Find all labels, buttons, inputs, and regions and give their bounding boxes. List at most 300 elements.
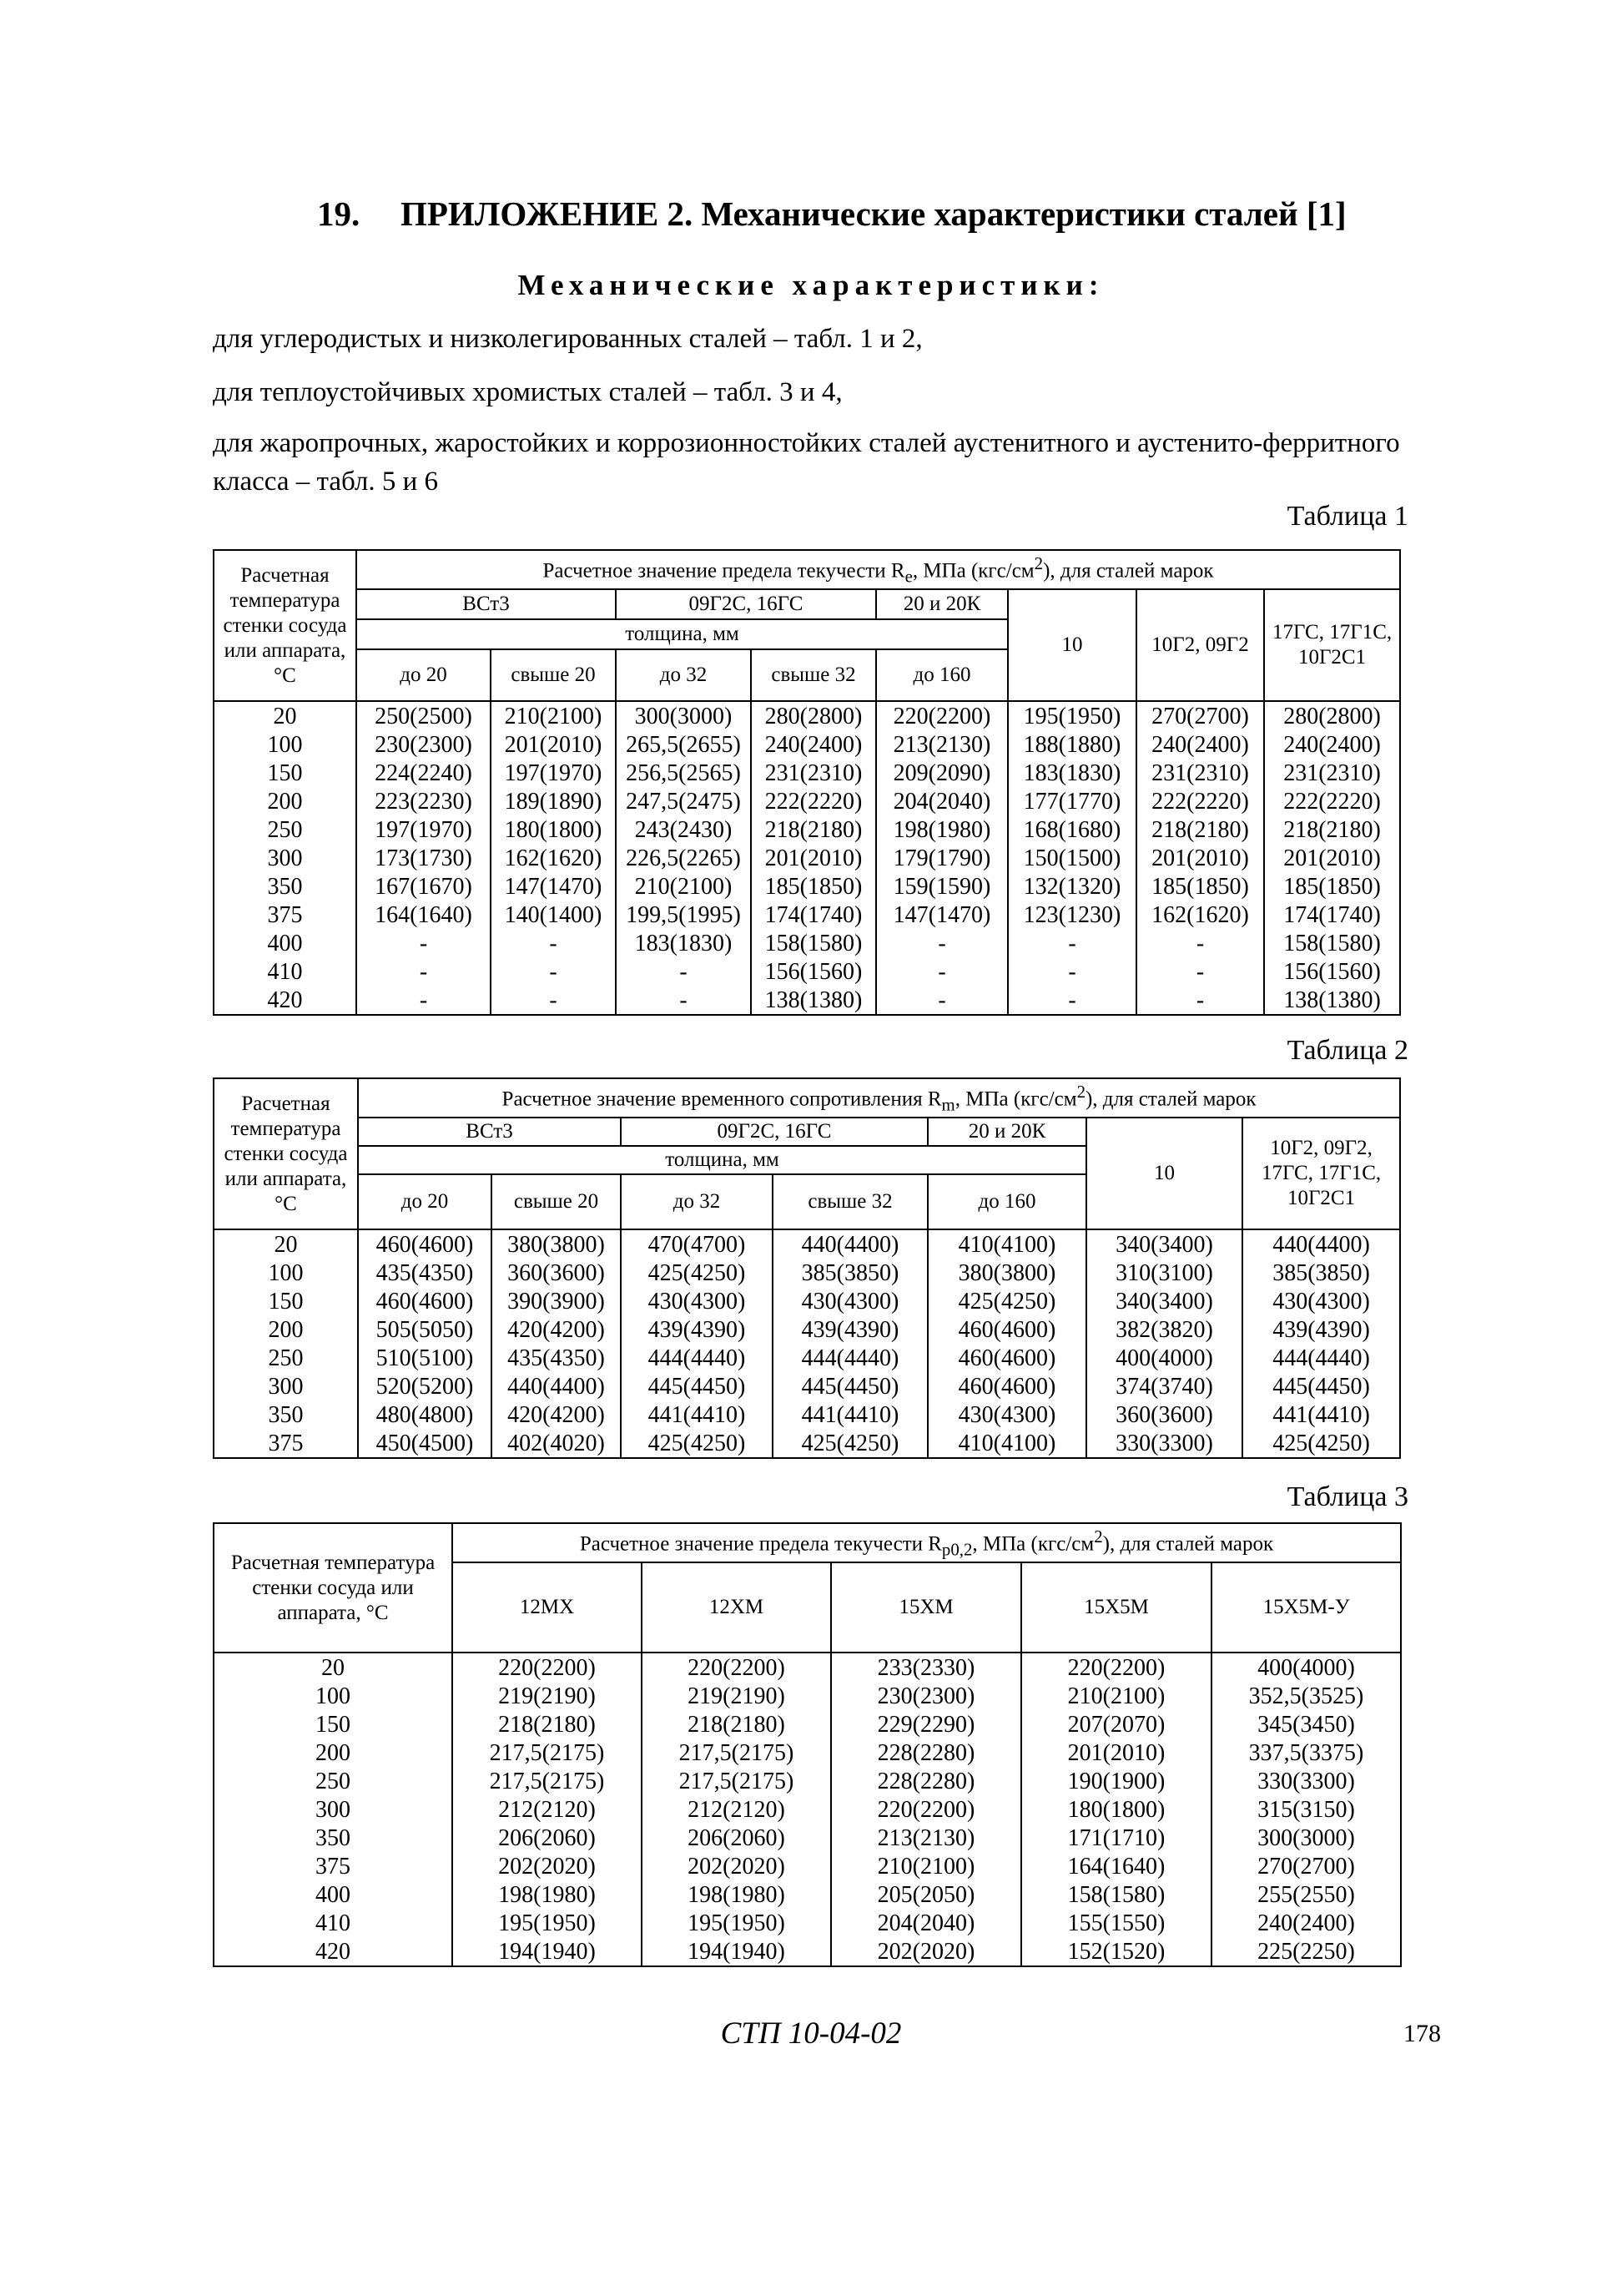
table-row [214, 815, 1400, 844]
temperature-cell: 400 [214, 929, 356, 957]
value-cell: 222(2220) [1136, 787, 1264, 815]
value-cell: 444(4440) [621, 1344, 773, 1372]
value-cell: 210(2100) [1021, 1682, 1211, 1710]
value-cell: 430(4300) [773, 1287, 928, 1315]
value-cell: 195(1950) [1008, 701, 1136, 730]
value-cell: 345(3450) [1211, 1710, 1401, 1738]
table-title: Расчетное значение предела текучести $R_{p0,2}$, МПа $(кгс/см^2)$, для сталей марок [452, 1523, 1401, 1562]
value-cell: 201(2010) [751, 844, 876, 872]
value-cell: 250(2500) [356, 701, 491, 730]
value-cell: 435(4350) [491, 1344, 621, 1372]
value-cell: 224(2240) [356, 759, 491, 787]
subheading: Механические характеристики: [517, 269, 1105, 301]
value-cell: 204(2040) [876, 787, 1008, 815]
value-cell: 220(2200) [876, 701, 1008, 730]
thickness-header: толщина, мм [356, 619, 1008, 649]
value-cell: 315(3150) [1211, 1795, 1401, 1824]
value-cell: - [876, 929, 1008, 957]
value-cell: 256,5(2565) [616, 759, 751, 787]
grade-header: 10Г2, 09Г2, 17ГС, 17Г1С, 10Г2С1 [1242, 1118, 1400, 1229]
temperature-cell: 100 [214, 730, 356, 759]
table-row [214, 1400, 1400, 1429]
table-row [214, 1880, 1401, 1909]
grade-header: ВСт3 [358, 1118, 621, 1146]
value-cell: 440(4400) [1242, 1229, 1400, 1259]
thickness-range: до 32 [616, 649, 751, 701]
value-cell: 177(1770) [1008, 787, 1136, 815]
value-cell: 450(4500) [358, 1429, 491, 1458]
value-cell: 173(1730) [356, 844, 491, 872]
value-cell: - [356, 986, 491, 1015]
temperature-cell: 350 [214, 1824, 452, 1852]
value-cell: 147(1470) [491, 872, 616, 901]
value-cell: 218(2180) [1264, 815, 1400, 844]
value-cell: 198(1980) [642, 1880, 831, 1909]
temperature-cell: 150 [214, 759, 356, 787]
temperature-cell: 20 [214, 1653, 452, 1682]
grade-header: 15ХМ [831, 1562, 1021, 1653]
value-cell: 300(3000) [616, 701, 751, 730]
value-cell: - [876, 957, 1008, 986]
value-cell: 220(2200) [1021, 1653, 1211, 1682]
temperature-cell: 350 [214, 1400, 358, 1429]
table-row [214, 1909, 1401, 1937]
value-cell: 226,5(2265) [616, 844, 751, 872]
value-cell: 460(4600) [358, 1229, 491, 1259]
temperature-cell: 250 [214, 815, 356, 844]
table-row [214, 1315, 1400, 1344]
value-cell: 205(2050) [831, 1880, 1021, 1909]
value-cell: 228(2280) [831, 1738, 1021, 1767]
value-cell: 210(2100) [831, 1852, 1021, 1880]
value-cell: 228(2280) [831, 1767, 1021, 1795]
value-cell: 460(4600) [358, 1287, 491, 1315]
value-cell: 374(3740) [1086, 1372, 1242, 1400]
value-cell: - [356, 957, 491, 986]
table-row [214, 929, 1400, 957]
value-cell: 270(2700) [1136, 701, 1264, 730]
value-cell: 445(4450) [621, 1372, 773, 1400]
value-cell: 164(1640) [1021, 1852, 1211, 1880]
value-cell: 280(2800) [751, 701, 876, 730]
temperature-cell: 375 [214, 901, 356, 929]
value-cell: 390(3900) [491, 1287, 621, 1315]
value-cell: 520(5200) [358, 1372, 491, 1400]
thickness-range: до 32 [621, 1174, 773, 1229]
value-cell: 206(2060) [452, 1824, 642, 1852]
value-cell: 179(1790) [876, 844, 1008, 872]
row-header: Расчетная температура стенки сосуда или аппарата, °С [214, 550, 356, 701]
temperature-cell: 410 [214, 957, 356, 986]
value-cell: 198(1980) [452, 1880, 642, 1909]
value-cell: 140(1400) [491, 901, 616, 929]
grade-header: 10 [1086, 1118, 1242, 1229]
table-caption: Таблица 3 [1287, 1481, 1408, 1512]
value-cell: 330(3300) [1086, 1429, 1242, 1458]
value-cell: 158(1580) [751, 929, 876, 957]
value-cell: 185(1850) [751, 872, 876, 901]
value-cell: 188(1880) [1008, 730, 1136, 759]
value-cell: - [491, 986, 616, 1015]
temperature-cell: 200 [214, 787, 356, 815]
value-cell: 410(4100) [928, 1229, 1086, 1259]
value-cell: 510(5100) [358, 1344, 491, 1372]
table-row [214, 901, 1400, 929]
intro-paragraph: для углеродистых и низколегированных сталей – табл. 1 и 2, [213, 324, 923, 354]
row-header: Расчетная температура стенки сосуда или аппарата, °С [214, 1078, 358, 1229]
value-cell: 441(4410) [773, 1400, 928, 1429]
value-cell: 162(1620) [491, 844, 616, 872]
value-cell: 167(1670) [356, 872, 491, 901]
value-cell: 300(3000) [1211, 1824, 1401, 1852]
value-cell: 197(1970) [491, 759, 616, 787]
value-cell: 217,5(2175) [452, 1767, 642, 1795]
thickness-header: толщина, мм [358, 1146, 1086, 1174]
value-cell: 201(2010) [1264, 844, 1400, 872]
value-cell: 382(3820) [1086, 1315, 1242, 1344]
table-row [214, 1372, 1400, 1400]
value-cell: 190(1900) [1021, 1767, 1211, 1795]
value-cell: 480(4800) [358, 1400, 491, 1429]
value-cell: 460(4600) [928, 1315, 1086, 1344]
grade-header: 09Г2С, 16ГС [616, 589, 876, 619]
value-cell: 164(1640) [356, 901, 491, 929]
value-cell: 430(4300) [1242, 1287, 1400, 1315]
table-row [214, 759, 1400, 787]
value-cell: 217,5(2175) [642, 1767, 831, 1795]
page-title [317, 194, 1485, 234]
value-cell: 138(1380) [751, 986, 876, 1015]
value-cell: 132(1320) [1008, 872, 1136, 901]
value-cell: 158(1580) [1264, 929, 1400, 957]
thickness-range: до 20 [356, 649, 491, 701]
value-cell: - [491, 957, 616, 986]
intro-paragraph: для жаропрочных, жаростойких и коррозионностойких сталей аустенитного и аустенито-ферритного класса – табл. 5 и 6 [213, 428, 1400, 497]
section-title: ПРИЛОЖЕНИЕ 2. Механические характеристики сталей [1] [400, 194, 1347, 233]
value-cell: 180(1800) [1021, 1795, 1211, 1824]
value-cell: 222(2220) [1264, 787, 1400, 815]
value-cell: 195(1950) [452, 1909, 642, 1937]
value-cell: 441(4410) [621, 1400, 773, 1429]
grade-header: 15Х5М-У [1211, 1562, 1401, 1653]
value-cell: 420(4200) [491, 1315, 621, 1344]
value-cell: 155(1550) [1021, 1909, 1211, 1937]
value-cell: 218(2180) [642, 1710, 831, 1738]
table-row [214, 872, 1400, 901]
value-cell: 199,5(1995) [616, 901, 751, 929]
value-cell: 159(1590) [876, 872, 1008, 901]
value-cell: 202(2020) [642, 1852, 831, 1880]
value-cell: 240(2400) [1211, 1909, 1401, 1937]
value-cell: 183(1830) [616, 929, 751, 957]
yield-strength-table [213, 549, 1401, 1016]
section-number: 19. [317, 194, 360, 233]
value-cell: 183(1830) [1008, 759, 1136, 787]
value-cell: 385(3850) [773, 1259, 928, 1287]
value-cell: 400(4000) [1211, 1653, 1401, 1682]
temperature-cell: 350 [214, 872, 356, 901]
grade-header: ВСт3 [356, 589, 616, 619]
table-row [214, 1767, 1401, 1795]
value-cell: 439(4390) [773, 1315, 928, 1344]
value-cell: 231(2310) [1136, 759, 1264, 787]
value-cell: 207(2070) [1021, 1710, 1211, 1738]
value-cell: 240(2400) [751, 730, 876, 759]
value-cell: 240(2400) [1264, 730, 1400, 759]
temperature-cell: 420 [214, 1937, 452, 1966]
grade-header: 10Г2, 09Г2 [1136, 589, 1264, 701]
value-cell: 380(3800) [491, 1229, 621, 1259]
thickness-range: свыше 32 [773, 1174, 928, 1229]
table-row [214, 1653, 1401, 1682]
value-cell: 201(2010) [1021, 1738, 1211, 1767]
value-cell: 402(4020) [491, 1429, 621, 1458]
table-row [214, 787, 1400, 815]
value-cell: 229(2290) [831, 1710, 1021, 1738]
value-cell: 194(1940) [452, 1937, 642, 1966]
value-cell: 425(4250) [621, 1429, 773, 1458]
table-caption: Таблица 1 [1287, 501, 1408, 532]
value-cell: 425(4250) [928, 1287, 1086, 1315]
table-row [214, 1824, 1401, 1852]
value-cell: 150(1500) [1008, 844, 1136, 872]
table-row [214, 844, 1400, 872]
temperature-cell: 150 [214, 1287, 358, 1315]
value-cell: 444(4440) [1242, 1344, 1400, 1372]
value-cell: 280(2800) [1264, 701, 1400, 730]
table-row [214, 1682, 1401, 1710]
value-cell: 255(2550) [1211, 1880, 1401, 1909]
value-cell: 247,5(2475) [616, 787, 751, 815]
value-cell: 460(4600) [928, 1372, 1086, 1400]
value-cell: 189(1890) [491, 787, 616, 815]
temperature-cell: 250 [214, 1767, 452, 1795]
grade-header: 20 и 20К [876, 589, 1008, 619]
value-cell: - [1008, 957, 1136, 986]
value-cell: 194(1940) [642, 1937, 831, 1966]
temperature-cell: 150 [214, 1710, 452, 1738]
grade-header: 20 и 20К [928, 1118, 1086, 1146]
value-cell: 352,5(3525) [1211, 1682, 1401, 1710]
value-cell: 410(4100) [928, 1429, 1086, 1458]
value-cell: 265,5(2655) [616, 730, 751, 759]
table-row [214, 1344, 1400, 1372]
temperature-cell: 300 [214, 844, 356, 872]
table-row [214, 1259, 1400, 1287]
value-cell: 156(1560) [751, 957, 876, 986]
value-cell: 212(2120) [642, 1795, 831, 1824]
thickness-range: свыше 20 [491, 1174, 621, 1229]
table-row [214, 957, 1400, 986]
intro-paragraph: для теплоустойчивых хромистых сталей – табл. 3 и 4, [213, 377, 843, 407]
value-cell: 444(4440) [773, 1344, 928, 1372]
value-cell: 123(1230) [1008, 901, 1136, 929]
temperature-cell: 20 [214, 1229, 358, 1259]
value-cell: 197(1970) [356, 815, 491, 844]
temperature-cell: 400 [214, 1880, 452, 1909]
value-cell: 201(2010) [1136, 844, 1264, 872]
value-cell: 440(4400) [491, 1372, 621, 1400]
value-cell: 360(3600) [491, 1259, 621, 1287]
value-cell: 330(3300) [1211, 1767, 1401, 1795]
value-cell: 206(2060) [642, 1824, 831, 1852]
table-row [214, 701, 1400, 730]
value-cell: 445(4450) [773, 1372, 928, 1400]
value-cell: 425(4250) [773, 1429, 928, 1458]
value-cell: 225(2250) [1211, 1937, 1401, 1966]
temperature-cell: 375 [214, 1852, 452, 1880]
value-cell: 505(5050) [358, 1315, 491, 1344]
value-cell: 230(2300) [356, 730, 491, 759]
value-cell: - [1136, 957, 1264, 986]
value-cell: 201(2010) [491, 730, 616, 759]
table-row [214, 1429, 1400, 1458]
table-title: Расчетное значение предела текучести $R_e$, МПа $(кгс/см^2)$, для сталей марок [356, 550, 1400, 589]
value-cell: 425(4250) [1242, 1429, 1400, 1458]
heat-resistant-yield-table [213, 1522, 1402, 1967]
table-row [214, 730, 1400, 759]
value-cell: 439(4390) [621, 1315, 773, 1344]
table-row [214, 1287, 1400, 1315]
value-cell: 441(4410) [1242, 1400, 1400, 1429]
value-cell: - [1008, 929, 1136, 957]
value-cell: 213(2130) [876, 730, 1008, 759]
value-cell: 174(1740) [1264, 901, 1400, 929]
value-cell: 470(4700) [621, 1229, 773, 1259]
thickness-range: до 20 [358, 1174, 491, 1229]
temperature-cell: 420 [214, 986, 356, 1015]
temperature-cell: 300 [214, 1372, 358, 1400]
value-cell: - [616, 957, 751, 986]
value-cell: 231(2310) [1264, 759, 1400, 787]
value-cell: 445(4450) [1242, 1372, 1400, 1400]
table-row [214, 1229, 1400, 1259]
row-header: Расчетная температура стенки сосуда или аппарата, °С [214, 1523, 452, 1653]
grade-header: 15Х5М [1021, 1562, 1211, 1653]
value-cell: 217,5(2175) [452, 1738, 642, 1767]
value-cell: 218(2180) [1136, 815, 1264, 844]
value-cell: 360(3600) [1086, 1400, 1242, 1429]
value-cell: 158(1580) [1021, 1880, 1211, 1909]
value-cell: 223(2230) [356, 787, 491, 815]
value-cell: 270(2700) [1211, 1852, 1401, 1880]
value-cell: 152(1520) [1021, 1937, 1211, 1966]
value-cell: 198(1980) [876, 815, 1008, 844]
value-cell: - [876, 986, 1008, 1015]
value-cell: 430(4300) [621, 1287, 773, 1315]
value-cell: 380(3800) [928, 1259, 1086, 1287]
grade-header: 09Г2С, 16ГС [621, 1118, 928, 1146]
value-cell: 156(1560) [1264, 957, 1400, 986]
value-cell: 138(1380) [1264, 986, 1400, 1015]
temperature-cell: 100 [214, 1259, 358, 1287]
temperature-cell: 200 [214, 1738, 452, 1767]
value-cell: 210(2100) [491, 701, 616, 730]
thickness-range: свыше 32 [751, 649, 876, 701]
thickness-range: до 160 [928, 1174, 1086, 1229]
value-cell: 209(2090) [876, 759, 1008, 787]
value-cell: - [1136, 986, 1264, 1015]
value-cell: - [616, 986, 751, 1015]
value-cell: 420(4200) [491, 1400, 621, 1429]
value-cell: 425(4250) [621, 1259, 773, 1287]
value-cell: 218(2180) [452, 1710, 642, 1738]
tensile-strength-table [213, 1077, 1401, 1459]
value-cell: - [1136, 929, 1264, 957]
value-cell: 231(2310) [751, 759, 876, 787]
thickness-range: до 160 [876, 649, 1008, 701]
page-number: 178 [1403, 2020, 1441, 2047]
value-cell: 213(2130) [831, 1824, 1021, 1852]
table-row [214, 1710, 1401, 1738]
grade-header: 12ХМ [642, 1562, 831, 1653]
temperature-cell: 300 [214, 1795, 452, 1824]
table-row [214, 1795, 1401, 1824]
value-cell: 385(3850) [1242, 1259, 1400, 1287]
value-cell: 400(4000) [1086, 1344, 1242, 1372]
value-cell: - [356, 929, 491, 957]
grade-header: 10 [1008, 589, 1136, 701]
table-title: Расчетное значение временного сопротивления $R_m$, МПа $(кгс/см^2)$, для сталей марок [358, 1078, 1400, 1118]
thickness-range: свыше 20 [491, 649, 616, 701]
temperature-cell: 375 [214, 1429, 358, 1458]
value-cell: 210(2100) [616, 872, 751, 901]
value-cell: 220(2200) [452, 1653, 642, 1682]
temperature-cell: 100 [214, 1682, 452, 1710]
value-cell: 310(3100) [1086, 1259, 1242, 1287]
value-cell: 217,5(2175) [642, 1738, 831, 1767]
grade-header: 12МХ [452, 1562, 642, 1653]
table-row [214, 986, 1400, 1015]
value-cell: 222(2220) [751, 787, 876, 815]
value-cell: 439(4390) [1242, 1315, 1400, 1344]
grade-header: 17ГС, 17Г1С, 10Г2С1 [1264, 589, 1400, 701]
value-cell: 230(2300) [831, 1682, 1021, 1710]
value-cell: 212(2120) [452, 1795, 642, 1824]
value-cell: 435(4350) [358, 1259, 491, 1287]
table-caption: Таблица 2 [1287, 1035, 1408, 1066]
value-cell: 180(1800) [491, 815, 616, 844]
temperature-cell: 200 [214, 1315, 358, 1344]
temperature-cell: 20 [214, 701, 356, 730]
value-cell: 233(2330) [831, 1653, 1021, 1682]
value-cell: 147(1470) [876, 901, 1008, 929]
value-cell: - [1008, 986, 1136, 1015]
value-cell: 219(2190) [642, 1682, 831, 1710]
value-cell: 460(4600) [928, 1344, 1086, 1372]
value-cell: 440(4400) [773, 1229, 928, 1259]
value-cell: - [491, 929, 616, 957]
value-cell: 337,5(3375) [1211, 1738, 1401, 1767]
value-cell: 220(2200) [642, 1653, 831, 1682]
table-row [214, 1852, 1401, 1880]
value-cell: 185(1850) [1264, 872, 1400, 901]
value-cell: 219(2190) [452, 1682, 642, 1710]
value-cell: 195(1950) [642, 1909, 831, 1937]
value-cell: 340(3400) [1086, 1229, 1242, 1259]
value-cell: 204(2040) [831, 1909, 1021, 1937]
temperature-cell: 410 [214, 1909, 452, 1937]
value-cell: 168(1680) [1008, 815, 1136, 844]
document-code: СТП 10-04-02 [720, 2016, 902, 2051]
value-cell: 162(1620) [1136, 901, 1264, 929]
value-cell: 340(3400) [1086, 1287, 1242, 1315]
value-cell: 174(1740) [751, 901, 876, 929]
value-cell: 240(2400) [1136, 730, 1264, 759]
temperature-cell: 250 [214, 1344, 358, 1372]
value-cell: 171(1710) [1021, 1824, 1211, 1852]
value-cell: 243(2430) [616, 815, 751, 844]
